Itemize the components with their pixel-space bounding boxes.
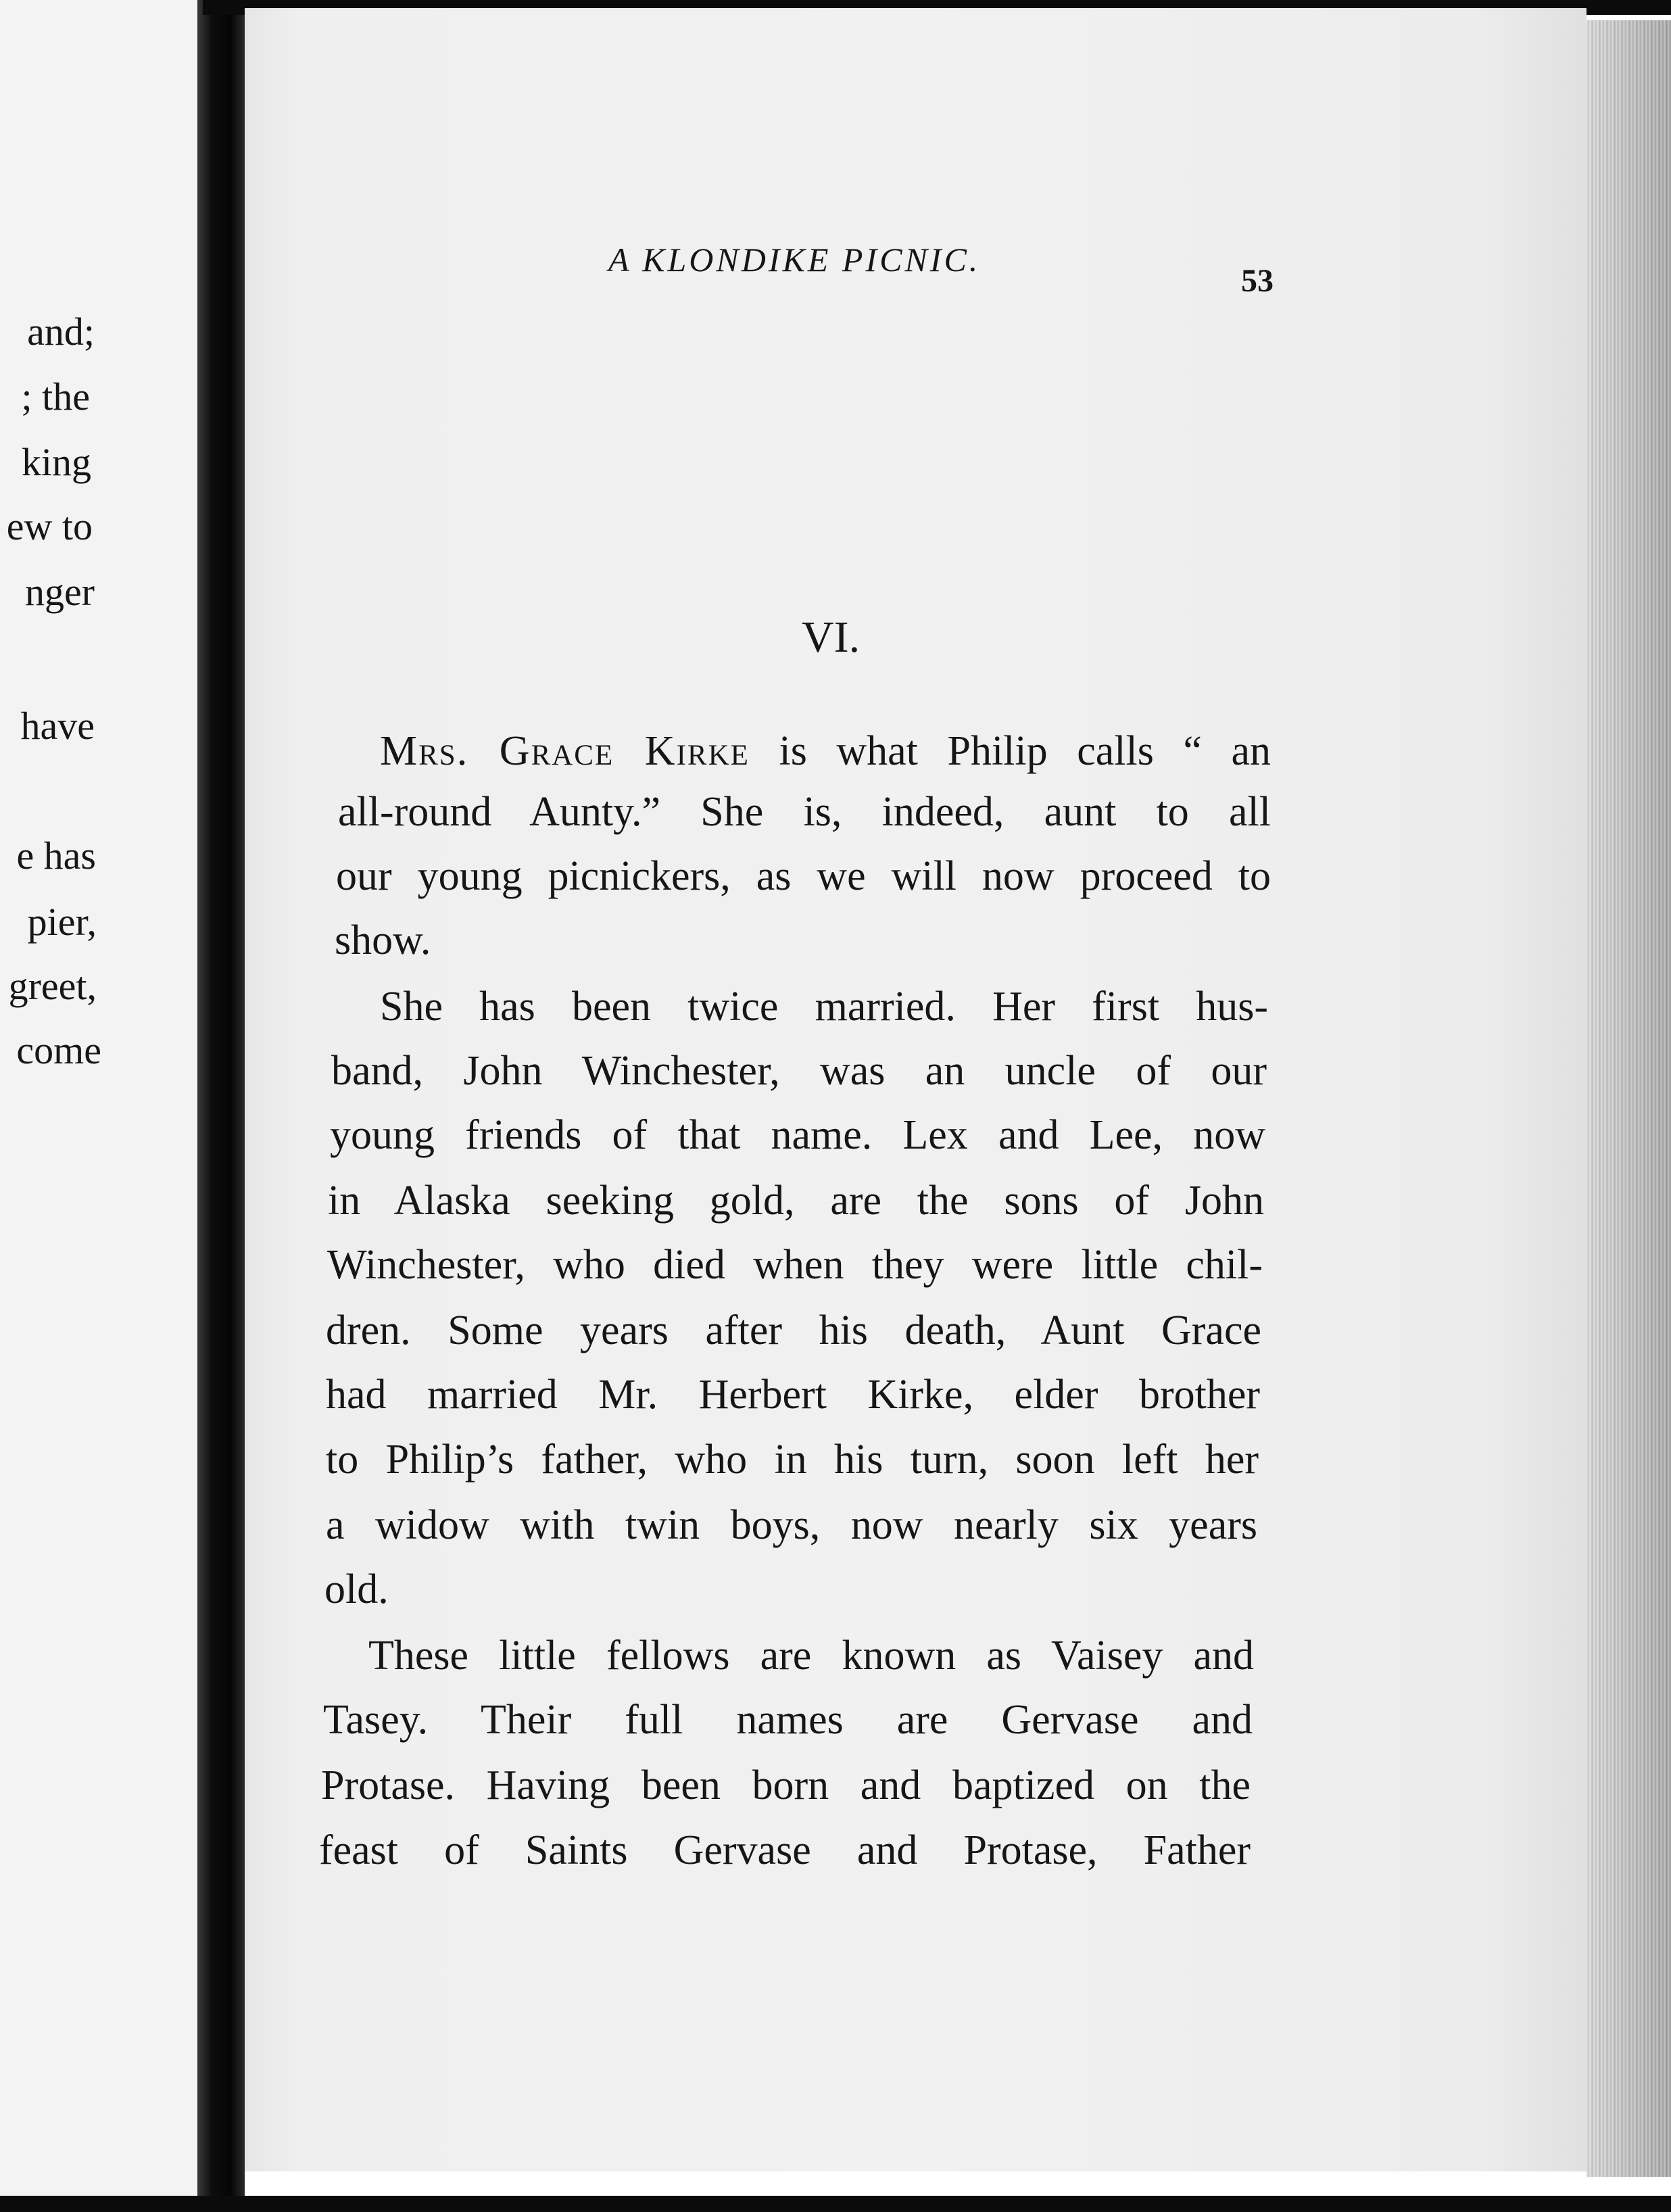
- body-line: feast of Saints Gervase and Protase, Father: [319, 1827, 1251, 1873]
- left-page-line: greet,: [8, 964, 97, 1008]
- body-line: dren. Some years after his death, Aunt Grace: [326, 1307, 1261, 1353]
- body-line: our young picnickers, as we will now proceed to: [336, 853, 1271, 899]
- left-facing-page: [0, 0, 203, 2196]
- body-line: These little fellows are known as Vaisey and: [368, 1633, 1254, 1679]
- body-line: a widow with twin boys, now nearly six years: [326, 1502, 1257, 1548]
- left-page-line: come: [16, 1028, 101, 1072]
- body-line: She has been twice married. Her first hus-: [380, 984, 1268, 1030]
- left-page-line: have: [20, 704, 95, 748]
- body-line: young friends of that name. Lex and Lee, now: [330, 1112, 1265, 1158]
- body-line: show.: [335, 917, 431, 963]
- chapter-heading: VI.: [802, 612, 861, 662]
- body-line: all-round Aunty.” She is, indeed, aunt to all: [338, 789, 1271, 835]
- left-page-line: and;: [27, 310, 95, 354]
- body-line: Winchester, who died when they were little chil-: [327, 1242, 1263, 1288]
- page-number: 53: [1241, 263, 1274, 299]
- body-line: Tasey. Their full names are Gervase and: [323, 1697, 1253, 1743]
- body-line-first: [380, 730, 1271, 772]
- left-page-line: ew to: [6, 504, 93, 548]
- body-line: band, John Winchester, was an uncle of our: [331, 1048, 1267, 1094]
- left-page-line: e has: [16, 834, 96, 877]
- left-page-line: ; the: [21, 375, 90, 418]
- scan-border-bottom: [0, 2196, 1671, 2212]
- body-line: in Alaska seeking gold, are the sons of John: [328, 1178, 1264, 1224]
- body-line: had married Mr. Herbert Kirke, elder brother: [326, 1372, 1260, 1418]
- first-line-rest: is what Philip calls “ an: [749, 728, 1271, 774]
- body-line: to Philip’s father, who in his turn, soon left her: [326, 1437, 1259, 1483]
- page-edges: [1587, 20, 1671, 2177]
- running-head: A KLONDIKE PICNIC.: [608, 241, 981, 279]
- body-line: old.: [324, 1566, 389, 1612]
- name-small-caps: Mrs. Grace Kirke: [380, 728, 750, 774]
- left-page-line: nger: [24, 570, 95, 614]
- left-page-line: pier,: [27, 900, 97, 944]
- body-line: Protase. Having been born and baptized on the: [321, 1762, 1251, 1808]
- left-page-line: king: [21, 440, 91, 484]
- book-gutter: [197, 0, 245, 2196]
